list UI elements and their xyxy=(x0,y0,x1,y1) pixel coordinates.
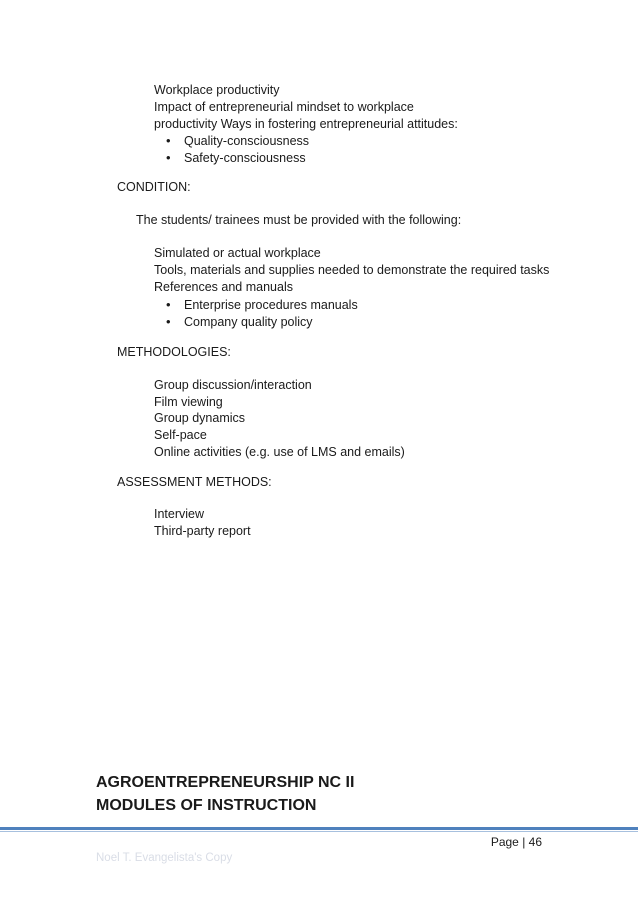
topic-line: Workplace productivity xyxy=(154,83,280,97)
methodology-item: Group dynamics xyxy=(154,411,246,425)
footer-subtitle: MODULES OF INSTRUCTION xyxy=(96,797,317,814)
methodology-item: Group discussion/interaction xyxy=(154,378,312,392)
section-heading-methodologies: METHODOLOGIES: xyxy=(117,345,231,359)
bullet-item: Quality-consciousness xyxy=(184,134,310,148)
condition-intro: The students/ trainees must be provided with the following: xyxy=(136,213,462,227)
bullet-icon: • xyxy=(166,133,171,148)
page-number: Page | 46 xyxy=(490,835,542,849)
bullet-item: Safety-consciousness xyxy=(184,151,306,165)
footer-rule xyxy=(0,827,638,830)
bullet-item: Enterprise procedures manuals xyxy=(184,298,358,312)
methodology-item: Film viewing xyxy=(154,395,223,409)
assessment-item: Third-party report xyxy=(154,524,251,538)
footer-title: AGROENTREPRENEURSHIP NC II xyxy=(96,774,355,791)
bullet-icon: • xyxy=(166,297,171,312)
bullet-icon: • xyxy=(166,314,171,329)
condition-item: References and manuals xyxy=(154,280,293,294)
topic-line: Impact of entrepreneurial mindset to workplace xyxy=(154,100,414,114)
bullet-icon: • xyxy=(166,150,171,165)
section-heading-assessment: ASSESSMENT METHODS: xyxy=(117,475,272,489)
condition-item: Simulated or actual workplace xyxy=(154,246,321,260)
bullet-item: Company quality policy xyxy=(184,315,313,329)
topic-line: productivity Ways in fostering entrepreneurial attitudes: xyxy=(154,117,458,131)
methodology-item: Self-pace xyxy=(154,428,207,442)
condition-item: Tools, materials and supplies needed to demonstrate the required tasks xyxy=(154,263,550,277)
watermark: Noel T. Evangelista's Copy xyxy=(96,852,233,864)
methodology-item: Online activities (e.g. use of LMS and emails) xyxy=(154,445,405,459)
section-heading-condition: CONDITION: xyxy=(117,180,191,194)
footer-rule-thin xyxy=(0,831,638,832)
assessment-item: Interview xyxy=(154,507,205,521)
